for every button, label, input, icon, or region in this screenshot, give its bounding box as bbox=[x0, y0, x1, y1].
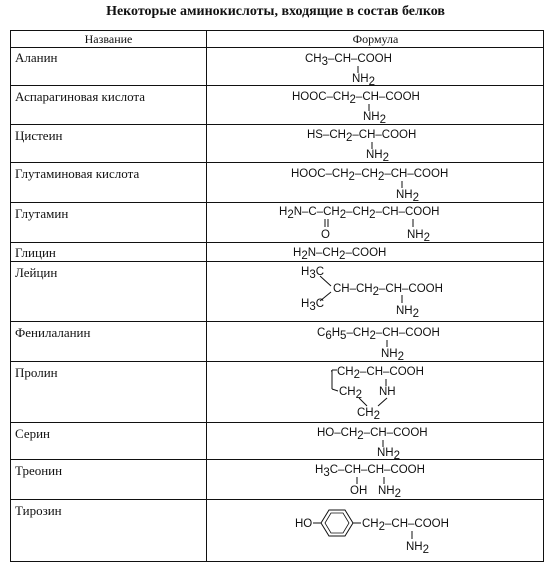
svg-text:H3C: H3C bbox=[301, 266, 325, 281]
row-name-phenylalanine: Фенилаланин bbox=[15, 325, 91, 340]
formula-phenylalanine bbox=[207, 321, 544, 361]
row-name-leucine: Лейцин bbox=[15, 265, 58, 280]
row-name-cysteine: Цистеин bbox=[15, 128, 63, 143]
svg-text:HO: HO bbox=[295, 518, 313, 530]
svg-text:NH2: NH2 bbox=[378, 485, 402, 500]
formula-glycine bbox=[207, 242, 544, 261]
svg-text:CH2–CH–COOH: CH2–CH–COOH bbox=[337, 366, 424, 381]
row-name-serine: Серин bbox=[15, 426, 51, 441]
row-name-alanine: Аланин bbox=[15, 50, 58, 65]
svg-text:NH2: NH2 bbox=[377, 447, 401, 462]
benzene-ring-icon bbox=[321, 510, 353, 536]
svg-text:OH: OH bbox=[350, 485, 368, 497]
svg-text:H2N–CH2–COOH: H2N–CH2–COOH bbox=[293, 247, 387, 262]
row-name-asparagine-acid: Аспарагиновая кислота bbox=[15, 89, 146, 104]
formula-proline bbox=[207, 361, 544, 422]
formula-leucine bbox=[207, 261, 544, 321]
svg-text:NH2: NH2 bbox=[352, 73, 376, 88]
formula-glutamic-acid bbox=[207, 162, 544, 202]
row-name-glutamic-acid: Глутаминовая кислота bbox=[15, 166, 140, 181]
amino-acids-table bbox=[10, 30, 544, 562]
formula-serine bbox=[207, 422, 544, 462]
svg-text:H3C: H3C bbox=[301, 298, 325, 313]
svg-text:NH2: NH2 bbox=[406, 541, 430, 556]
row-name-glycine: Глицин bbox=[15, 245, 56, 260]
svg-text:H3C–CH–CH–COOH: H3C–CH–CH–COOH bbox=[315, 464, 425, 479]
row-name-tyrosine: Тирозин bbox=[15, 503, 62, 518]
formula-cysteine bbox=[207, 124, 544, 162]
page-title: Некоторые аминокислоты, входящие в состав белков bbox=[106, 4, 445, 19]
svg-text:CH2–CH–COOH: CH2–CH–COOH bbox=[362, 518, 449, 533]
svg-text:NH2: NH2 bbox=[363, 111, 387, 126]
formula-tyrosine bbox=[207, 499, 544, 562]
svg-text:HOOC–CH2–CH2–CH–COOH: HOOC–CH2–CH2–CH–COOH bbox=[291, 168, 449, 183]
svg-text:HS–CH2–CH–COOH: HS–CH2–CH–COOH bbox=[307, 129, 417, 144]
row-name-proline: Пролин bbox=[15, 365, 58, 380]
svg-text:CH2: CH2 bbox=[339, 386, 363, 401]
svg-text:NH2: NH2 bbox=[381, 348, 405, 363]
svg-text:NH2: NH2 bbox=[396, 189, 420, 204]
svg-text:NH2: NH2 bbox=[407, 229, 431, 244]
svg-text:H2N–C–CH2–CH2–CH–COOH: H2N–C–CH2–CH2–CH–COOH bbox=[279, 206, 440, 221]
formula-alanine bbox=[207, 47, 544, 88]
svg-text:C6H5–CH2–CH–COOH: C6H5–CH2–CH–COOH bbox=[317, 327, 440, 342]
svg-text:O: O bbox=[321, 229, 330, 241]
svg-text:NH2: NH2 bbox=[396, 305, 420, 320]
header-name: Название bbox=[84, 32, 133, 46]
row-name-glutamine: Глутамин bbox=[15, 206, 69, 221]
header-formula: Формула bbox=[352, 32, 399, 46]
svg-text:CH3–CH–COOH: CH3–CH–COOH bbox=[305, 53, 392, 68]
svg-text:CH2: CH2 bbox=[357, 407, 381, 422]
svg-text:HOOC–CH2–CH–COOH: HOOC–CH2–CH–COOH bbox=[292, 91, 420, 106]
svg-text:NH2: NH2 bbox=[366, 149, 390, 164]
svg-text:CH–CH2–CH–COOH: CH–CH2–CH–COOH bbox=[333, 283, 443, 298]
svg-text:NH: NH bbox=[379, 386, 396, 398]
svg-text:HO–CH2–CH–COOH: HO–CH2–CH–COOH bbox=[317, 427, 428, 442]
formula-aspartic-acid bbox=[207, 85, 544, 124]
row-name-threonine: Треонин bbox=[15, 463, 63, 478]
formula-threonine bbox=[207, 459, 544, 499]
formula-glutamine bbox=[207, 202, 544, 242]
